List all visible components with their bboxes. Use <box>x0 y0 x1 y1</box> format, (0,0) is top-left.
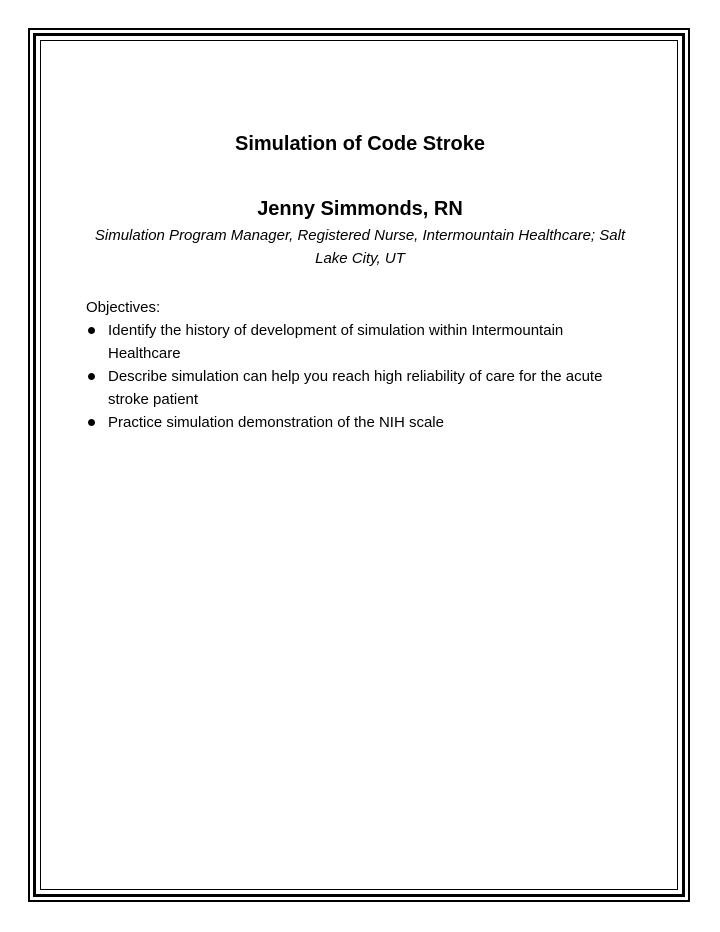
objective-text: Describe simulation can help you reach high reliability of care for the acute stroke patient <box>108 368 603 408</box>
objectives-heading: Objectives: <box>86 299 161 316</box>
author-name: Jenny Simmonds, RN <box>257 198 463 220</box>
bullet-icon <box>88 373 95 380</box>
objective-item <box>86 319 634 365</box>
bullet-icon <box>88 327 95 334</box>
objectives-list <box>86 319 634 434</box>
objective-text: Practice simulation demonstration of the NIH scale <box>108 414 444 431</box>
bullet-icon <box>88 419 95 426</box>
objective-item <box>86 411 634 434</box>
objective-text: Identify the history of development of simulation within Intermountain Healthcare <box>108 322 564 362</box>
document-title: Simulation of Code Stroke <box>234 133 486 155</box>
document-body <box>86 128 634 434</box>
author-affiliation: Simulation Program Manager, Registered Nurse, Intermountain Healthcare; Salt Lake City, UT <box>94 227 626 267</box>
objective-item <box>86 365 634 411</box>
